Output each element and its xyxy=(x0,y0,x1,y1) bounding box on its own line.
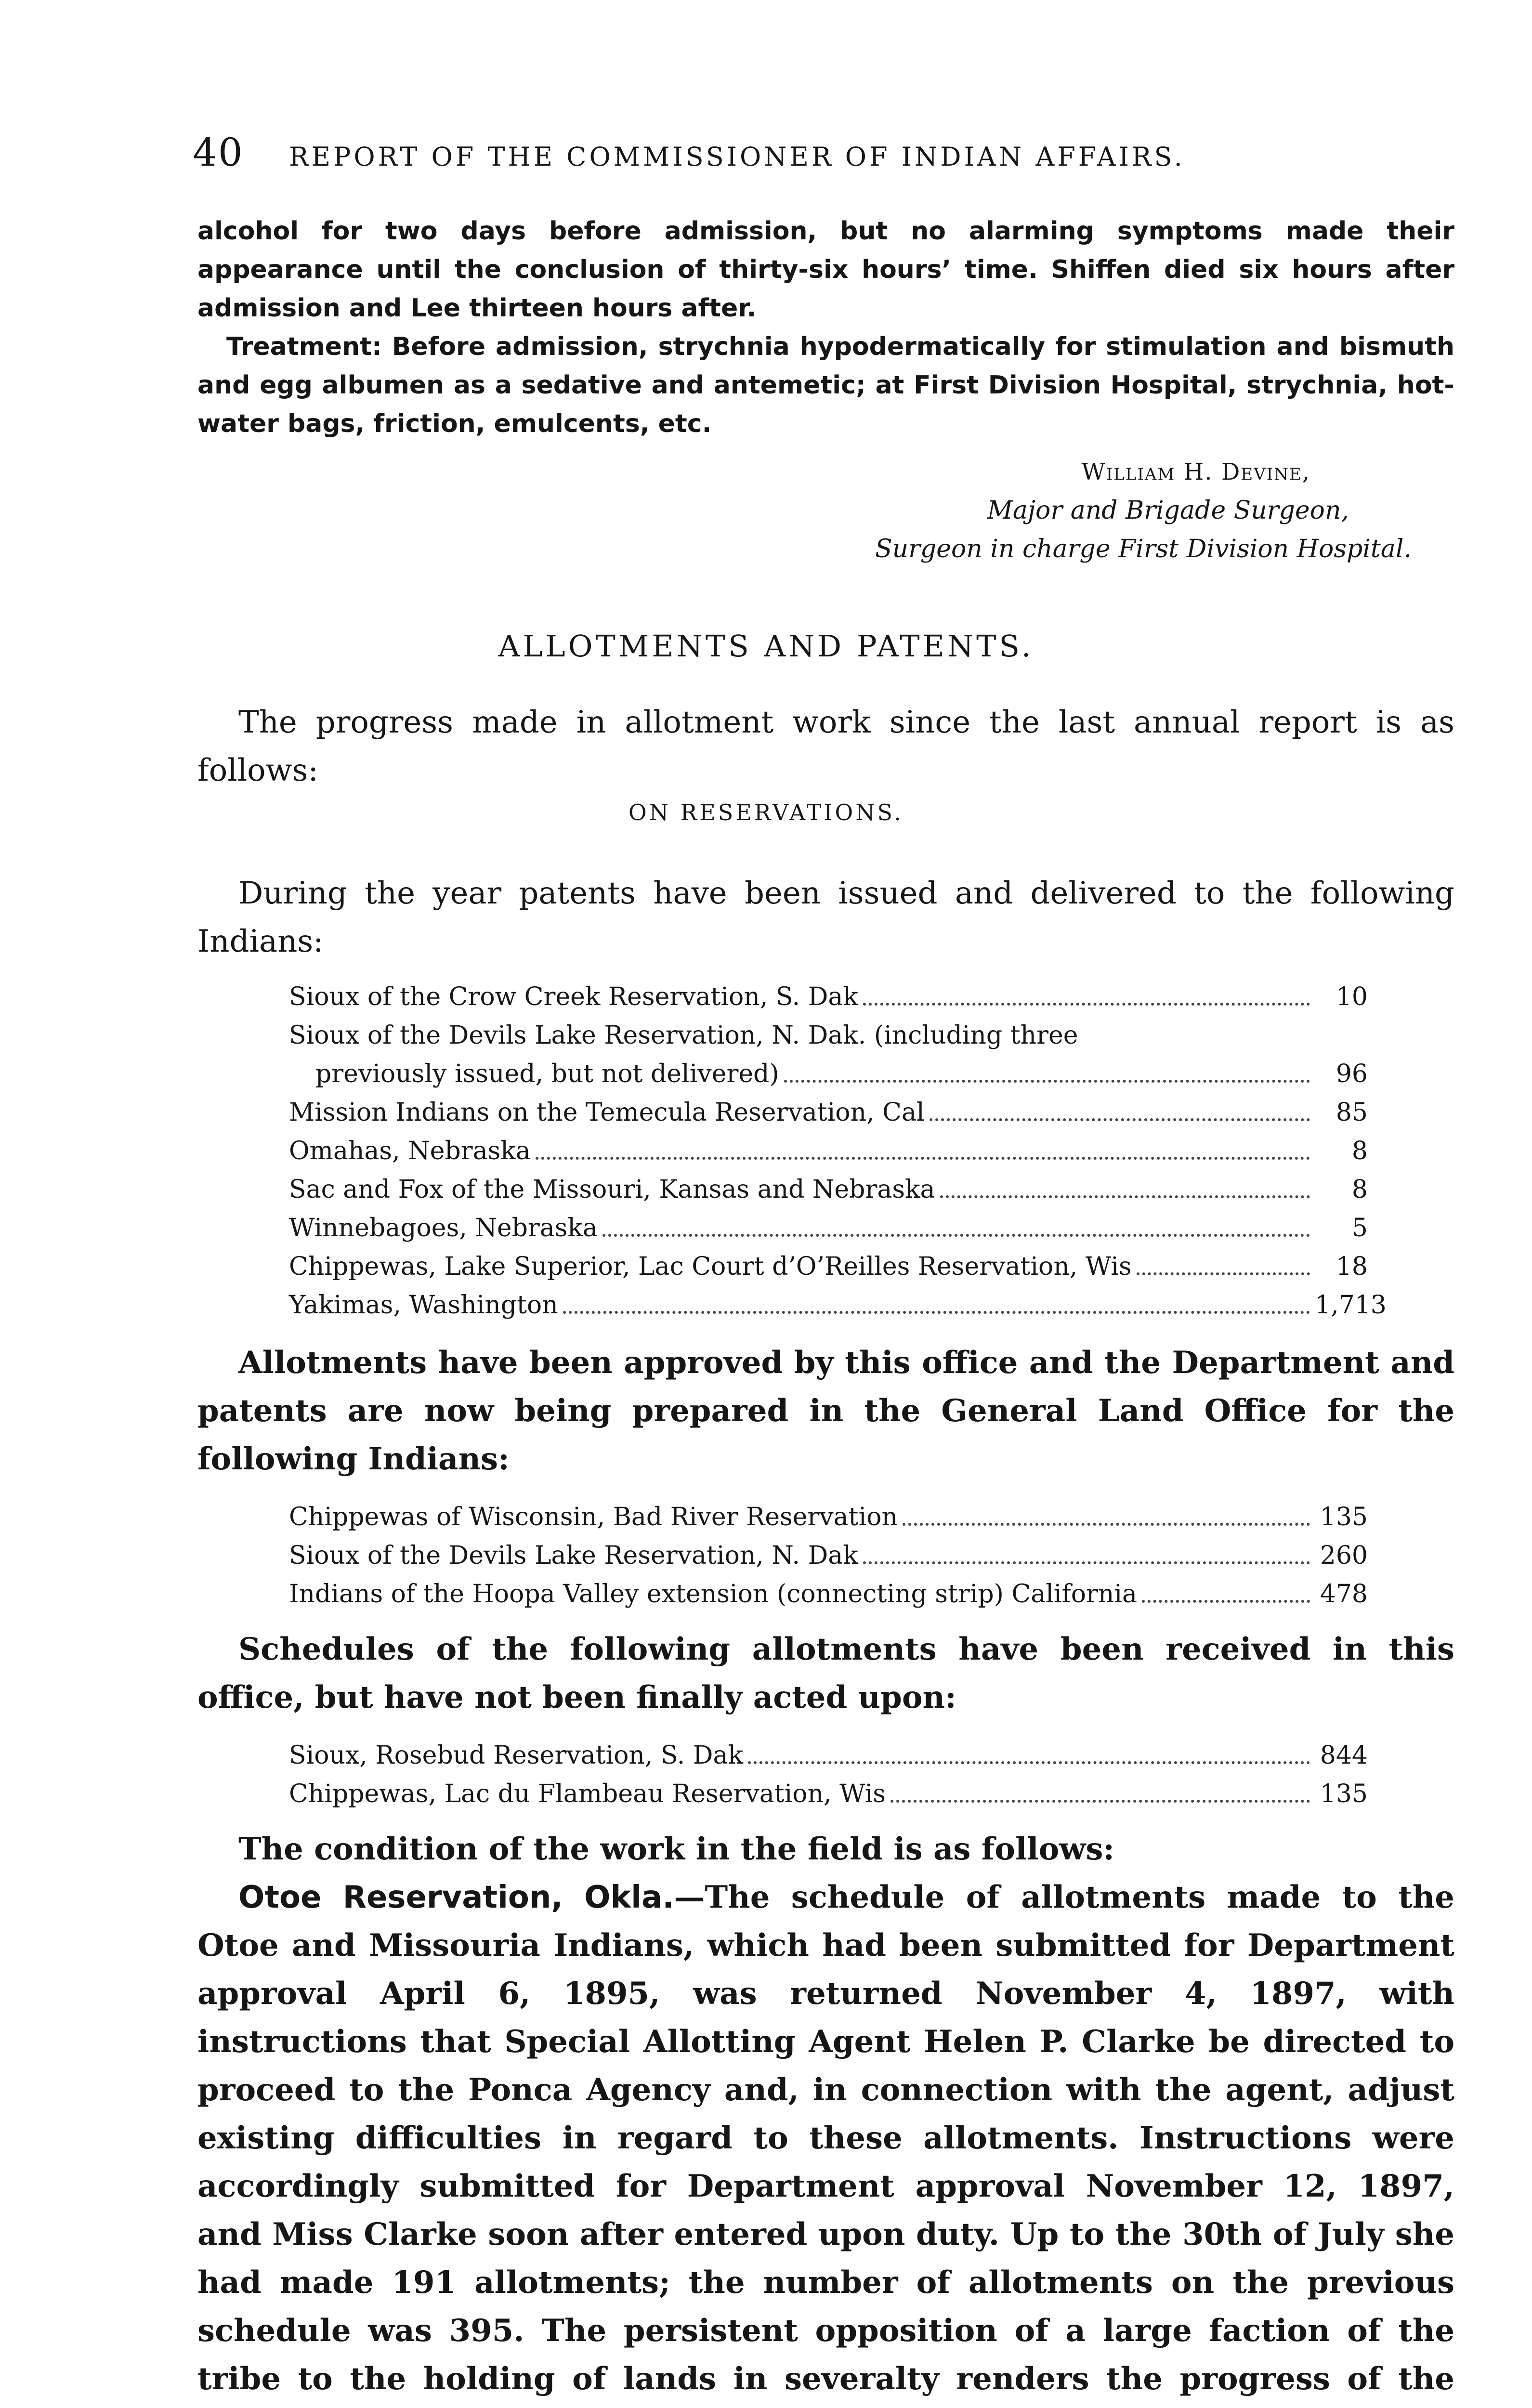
patents-intro-text: During the year patents have been issued and delivered to the following Indians: xyxy=(197,876,1454,959)
row-label: Chippewas of Wisconsin, Bad River Reservation xyxy=(289,1503,898,1531)
dot-leader xyxy=(890,1800,1310,1803)
row-value: 96 xyxy=(1336,1060,1368,1088)
dot-leader xyxy=(536,1157,1310,1160)
row-value: 8 xyxy=(1351,1175,1368,1204)
signature-title-rank: Major and Brigade Surgeon, xyxy=(987,496,1349,525)
dot-leader xyxy=(563,1311,1310,1314)
row-value: 478 xyxy=(1320,1580,1368,1609)
patents-intro xyxy=(197,869,1454,966)
row-value: 10 xyxy=(1336,982,1368,1011)
table-row xyxy=(289,1736,1368,1775)
row-label: Sioux of the Devils Lake Reservation, N. Dak xyxy=(289,1541,858,1570)
table-row xyxy=(289,1575,1368,1613)
row-label: Chippewas, Lake Superior, Lac Court d’O’Reilles Reservation, Wis xyxy=(289,1252,1132,1281)
field-work-section xyxy=(197,1825,1454,2408)
otoe-paragraph xyxy=(197,1873,1454,2408)
row-value: 18 xyxy=(1336,1252,1368,1281)
field-work-intro: The condition of the work in the field is as follows: xyxy=(238,1831,1114,1867)
row-label: Winnebagoes, Nebraska xyxy=(289,1214,598,1243)
table-row xyxy=(289,1536,1368,1575)
row-label: Mission Indians on the Temecula Reservation, Cal xyxy=(289,1098,925,1127)
table-row xyxy=(289,1498,1368,1536)
row-label: Chippewas, Lac du Flambeau Reservation, Wis xyxy=(289,1780,886,1808)
row-label-continued: previously issued, but not delivered) xyxy=(315,1060,779,1088)
dot-leader xyxy=(1137,1272,1310,1275)
dot-leader xyxy=(863,1561,1310,1564)
table-row xyxy=(289,1093,1368,1132)
table-row xyxy=(289,1286,1387,1324)
schedules-intro xyxy=(197,1625,1454,1722)
table-row xyxy=(289,1209,1368,1247)
subsection-heading: ON RESERVATIONS. xyxy=(629,799,903,825)
signature-title-post: Surgeon in charge First Division Hospital. xyxy=(875,535,1412,563)
table-row xyxy=(289,1775,1368,1813)
table-row xyxy=(289,1016,1368,1093)
row-label: Sioux of the Devils Lake Reservation, N. Dak. (including three xyxy=(289,1021,1078,1050)
opening-text xyxy=(197,212,1454,443)
dot-leader xyxy=(930,1118,1310,1121)
dot-leader xyxy=(940,1195,1310,1198)
dot-leader xyxy=(1142,1600,1310,1603)
row-value: 8 xyxy=(1351,1137,1368,1165)
row-label: Yakimas, Washington xyxy=(289,1291,558,1320)
section-intro xyxy=(197,698,1454,795)
signature-block xyxy=(689,453,1412,568)
row-value: 844 xyxy=(1320,1741,1368,1770)
section-intro-text: The progress made in allotment work since the last annual report is as follows: xyxy=(197,705,1454,788)
row-value: 135 xyxy=(1320,1503,1368,1531)
page-header xyxy=(193,130,1377,188)
schedules-intro-text: Schedules of the following allotments have been received in this office, but have not been finally acted upon: xyxy=(197,1631,1454,1715)
row-value: 135 xyxy=(1320,1780,1368,1808)
table-row xyxy=(289,978,1368,1016)
dot-leader xyxy=(748,1761,1310,1764)
signature-name: William H. Devine, xyxy=(1081,458,1310,485)
running-title: REPORT OF THE COMMISSIONER OF INDIAN AFFAIRS. xyxy=(289,142,1185,172)
table-row xyxy=(289,1247,1368,1286)
approved-intro xyxy=(197,1339,1454,1483)
dot-leader xyxy=(863,1003,1310,1006)
row-label: Sioux, Rosebud Reservation, S. Dak xyxy=(289,1741,743,1770)
table-row xyxy=(289,1132,1368,1170)
otoe-heading: Otoe Reservation, Okla. xyxy=(238,1880,674,1915)
treatment-paragraph: Treatment: Before admission, strychnia hypodermatically for stimulation and bismuth and egg albumen as a sedative and antemetic; at First Division Hospital, strychnia, hot-water bags, friction, emulcents, etc. xyxy=(197,332,1454,438)
row-label: Omahas, Nebraska xyxy=(289,1137,531,1165)
opening-paragraph: alcohol for two days before admission, but no alarming symptoms made their appearance until the conclusion of thirty-six hours’ time. Shiffen died six hours after admission and Lee thirteen hours after. xyxy=(197,217,1454,323)
page-number: 40 xyxy=(193,130,244,175)
row-label: Sac and Fox of the Missouri, Kansas and Nebraska xyxy=(289,1175,935,1204)
dot-leader xyxy=(903,1523,1310,1526)
row-label: Indians of the Hoopa Valley extension (connecting strip) California xyxy=(289,1580,1138,1609)
row-value: 1,713 xyxy=(1315,1291,1387,1320)
dot-leader xyxy=(602,1234,1310,1237)
otoe-text: —The schedule of allotments made to the Otoe and Missouria Indians, which had been submitted for Department approval April 6, 1895, was returned November 4, 1897, with instructions that Special Allotting Agent Helen P. Clarke be directed to proceed to the Ponca Agency and, in connection with the agent, adjust existing difficulties in regard to these allotments. Instructions were accordingly submitted for Department approval November 12, 1897, and Miss Clarke soon after entered upon duty. Up to the 30th of July she had made 191 allotments; the number of allotments on the previous schedule was 395. The persistent opposition of a large faction of the tribe to the holding of lands in severalty renders the progress of the xyxy=(197,1879,1455,2397)
section-heading: ALLOTMENTS AND PATENTS. xyxy=(498,628,1034,664)
dot-leader xyxy=(784,1080,1310,1083)
row-value: 85 xyxy=(1336,1098,1368,1127)
table-row xyxy=(289,1170,1368,1209)
row-value: 260 xyxy=(1320,1541,1368,1570)
patents-issued-table xyxy=(289,978,1387,1324)
schedules-received-table xyxy=(289,1736,1368,1813)
row-value: 5 xyxy=(1351,1214,1368,1243)
row-label: Sioux of the Crow Creek Reservation, S. Dak xyxy=(289,982,858,1011)
approved-intro-text: Allotments have been approved by this office and the Department and patents are now being prepared in the General Land Office for the following Indians: xyxy=(197,1345,1454,1477)
allotments-approved-table xyxy=(289,1498,1368,1613)
